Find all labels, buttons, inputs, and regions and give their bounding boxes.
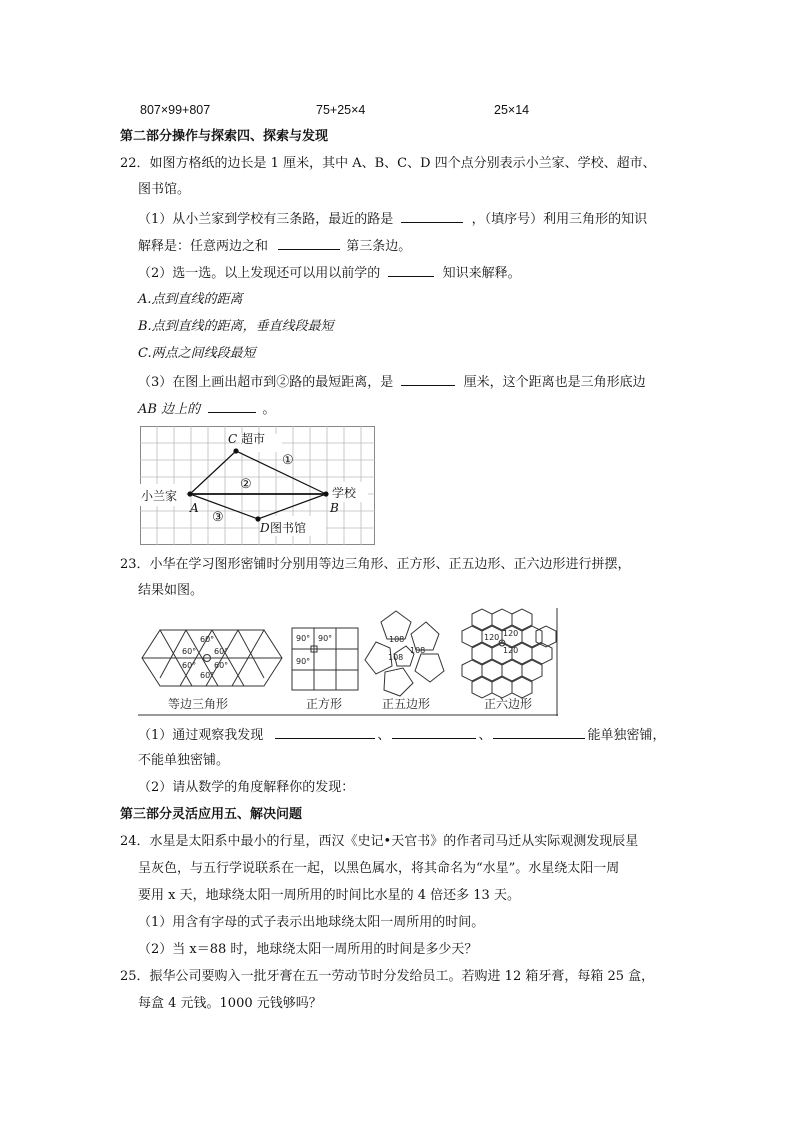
pent-angle-1: 108: [389, 635, 405, 644]
sq-angle-3: 90°: [296, 657, 311, 666]
q22-p3a: （3）在图上画出超市到②路的最短距离，是: [138, 375, 394, 390]
tessellation-figure: [138, 608, 558, 716]
q24-p2: （2）当 x＝88 时，地球绕太阳一周所用的时间是多少天？: [138, 942, 478, 957]
q22-p3b: 厘米，这个距离也是三角形底边: [463, 375, 646, 390]
answer-blank-choice[interactable]: [388, 262, 434, 277]
answer-blank-shape-2[interactable]: [392, 724, 476, 739]
label-d-text: 图书馆: [270, 521, 307, 535]
answer-blank-sum[interactable]: [278, 235, 340, 250]
q23-line2: 结果如图。: [138, 583, 204, 598]
q22-part1: [138, 208, 647, 230]
sep-2: 、: [478, 728, 492, 743]
caption-square: 正方形: [306, 697, 343, 711]
part3-heading: 第三部分灵活应用五、解决问题: [120, 807, 303, 822]
q23-p1c: 不能单独密铺。: [138, 753, 230, 768]
option-a: A.点到直线的距离: [138, 292, 243, 307]
q22-part2: [138, 262, 521, 284]
hex-angle-2: 120: [503, 629, 519, 638]
q23-p2: （2）请从数学的角度解释你的发现：: [138, 780, 355, 795]
q23-part1: [138, 724, 665, 746]
q23-line1: 23．小华在学习图形密铺时分别用等边三角形、正方形、正五边形、正六边形进行拼摆，: [120, 557, 631, 572]
q23-p1b: 能单独密铺，: [587, 728, 666, 743]
route-1-label: ①: [282, 453, 294, 468]
label-d: D: [260, 521, 270, 535]
q24-line3: 要用 x 天，地球绕太阳一周所用的时间比水星的 4 倍还多 13 天。: [138, 888, 520, 903]
hex-angle-3: 120: [503, 646, 519, 655]
route-3-label: ③: [212, 510, 224, 525]
answer-blank-shape-3[interactable]: [493, 724, 585, 739]
label-home: 小兰家: [141, 489, 178, 503]
q22-p1b: ，（填序号）利用三角形的知识: [471, 212, 648, 227]
label-a: A: [190, 501, 199, 515]
point-a: [187, 491, 192, 496]
q25-line1: 25．振华公司要购入一批牙膏在五一劳动节时分发给员工。若购进 12 箱牙膏，每箱 25 盒，: [120, 969, 655, 984]
tri-angle-4: 60°: [182, 661, 197, 670]
q22-part1-cont: [138, 235, 411, 257]
hex-angle-1: 120: [484, 633, 500, 642]
answer-blank-shape-1[interactable]: [275, 724, 375, 739]
caption-pentagon: 正五边形: [382, 697, 431, 711]
q22-p2b: 知识来解释。: [442, 266, 521, 281]
answer-blank-route[interactable]: [401, 208, 463, 223]
point-c: [233, 448, 238, 453]
tri-angle-6: 60°: [200, 671, 215, 680]
tri-angle-1: 60°: [200, 635, 215, 644]
q24-line1: 24．水星是太阳系中最小的行星，西汉《史记•天官书》的作者司马迁从实际观测发现辰星: [120, 834, 639, 849]
calc-row: [0, 100, 794, 120]
pent-angle-2: 108: [410, 646, 426, 655]
q22-p1c: 解释是：任意两边之和: [138, 239, 269, 254]
answer-blank-height[interactable]: [208, 398, 256, 413]
calc-item-2: 75+25×4: [316, 103, 366, 117]
q22-line1: 22．如图方格纸的边长是 1 厘米，其中 A、B、C、D 四个点分别表示小兰家、学校、超市、: [120, 156, 656, 171]
q24-p1: （1）用含有字母的式子表示出地球绕太阳一周所用的时间。: [138, 915, 485, 930]
tri-angle-5: 60°: [214, 661, 229, 670]
label-c-text: 超市: [241, 432, 266, 446]
tri-angle-2: 60°: [182, 647, 197, 656]
sep-1: 、: [377, 728, 391, 743]
label-school: 学校: [332, 486, 357, 500]
q22-p1d: 第三条边。: [346, 239, 412, 254]
q23-p1a: （1）通过观察我发现: [138, 728, 264, 743]
q25-line2: 每盒 4 元钱。1000 元钱够吗？: [138, 996, 322, 1011]
q24-line2: 呈灰色，与五行学说联系在一起，以黑色属水，将其命名为“水星”。水星绕太阳一周: [138, 861, 620, 876]
q22-p3d: 。: [262, 402, 276, 417]
q22-p1a: （1）从小兰家到学校有三条路，最近的路是: [138, 212, 394, 227]
route-2-label: ②: [240, 477, 252, 492]
sq-angle-1: 90°: [296, 634, 311, 643]
option-c: C.两点之间线段最短: [138, 346, 256, 361]
label-b: B: [330, 501, 339, 515]
calc-item-3: 25×14: [494, 103, 530, 117]
pent-angle-3: 108: [388, 653, 404, 662]
q22-p3c: AB 边上的: [138, 402, 201, 417]
q22-part3: [138, 371, 646, 393]
calc-item-1: 807×99+807: [140, 103, 211, 117]
answer-blank-distance[interactable]: [401, 371, 455, 386]
label-c: C: [228, 432, 238, 446]
q22-p2a: （2）选一选。以上发现还可以用以前学的: [138, 266, 381, 281]
caption-hexagon: 正六边形: [484, 697, 533, 711]
option-b: B.点到直线的距离，垂直线段最短: [138, 319, 334, 334]
q22-part3-cont: [138, 398, 275, 420]
tri-angle-3: 60°: [214, 647, 229, 656]
route-grid-figure: [140, 426, 376, 546]
q22-line2: 图书馆。: [138, 182, 191, 197]
caption-triangle: 等边三角形: [168, 697, 229, 711]
sq-angle-2: 90°: [318, 634, 333, 643]
part2-heading: 第二部分操作与探索四、探索与发现: [120, 129, 329, 144]
pentagon-tiling: [365, 611, 444, 696]
point-b: [323, 491, 328, 496]
